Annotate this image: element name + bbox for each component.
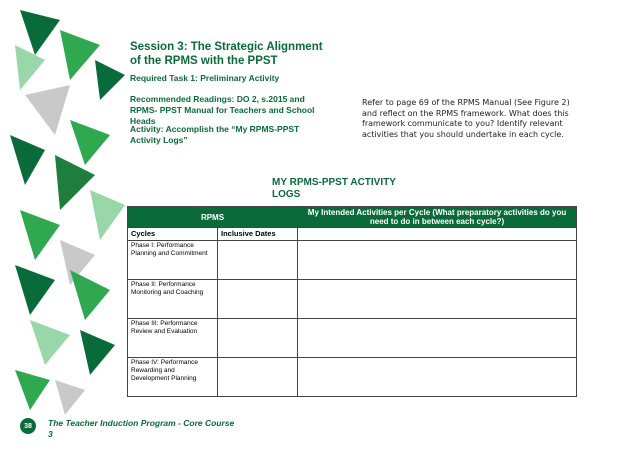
green-triangles-decoration (0, 0, 130, 451)
phase-1-label: Phase I: Performance Planning and Commitment (128, 241, 218, 280)
footer-course-title: The Teacher Induction Program - Core Course 3 (48, 418, 235, 439)
col-cycles: Cycles (128, 228, 218, 241)
phase-3-activities-cell[interactable] (298, 319, 577, 358)
page-number-badge: 38 (20, 418, 36, 434)
activity-instruction: Activity: Accomplish the “My RPMS-PPST Activity Logs” (130, 124, 300, 145)
phase-2-dates-cell[interactable] (218, 280, 298, 319)
phase-3-dates-cell[interactable] (218, 319, 298, 358)
activity-logs-table (127, 206, 577, 397)
recommended-readings: Recommended Readings: DO 2, s.2015 and RPMS- PPST Manual for Teachers and School Heads (130, 94, 315, 126)
phase-1-dates-cell[interactable] (218, 241, 298, 280)
activity-logs-title: MY RPMS-PPST ACTIVITY LOGS (272, 177, 396, 200)
phase-4-label: Phase IV: Performance Rewarding and Development Planning (128, 358, 218, 397)
table-row (128, 241, 577, 280)
table-row (128, 358, 577, 397)
phase-1-activities-cell[interactable] (298, 241, 577, 280)
required-task-label: Required Task 1: Preliminary Activity (130, 73, 280, 83)
table-row (128, 319, 577, 358)
phase-4-dates-cell[interactable] (218, 358, 298, 397)
col-activities-empty (298, 228, 577, 241)
phase-4-activities-cell[interactable] (298, 358, 577, 397)
table-row (128, 280, 577, 319)
session-title: Session 3: The Strategic Alignment of the RPMS with the PPST (130, 41, 323, 67)
header-intended-activities: My Intended Activities per Cycle (What preparatory activities do you need to do in between each cycle?) (298, 207, 577, 228)
col-inclusive-dates: Inclusive Dates (218, 228, 298, 241)
refer-instructions: Refer to page 69 of the RPMS Manual (See Figure 2) and reflect on the RPMS framework. What does this framework communicate to you? Identify relevant activities that you should undertake in each cycle. (362, 98, 570, 139)
phase-2-label: Phase II: Performance Monitoring and Coaching (128, 280, 218, 319)
header-rpms: RPMS (128, 207, 298, 228)
phase-3-label: Phase III: Performance Review and Evaluation (128, 319, 218, 358)
phase-2-activities-cell[interactable] (298, 280, 577, 319)
